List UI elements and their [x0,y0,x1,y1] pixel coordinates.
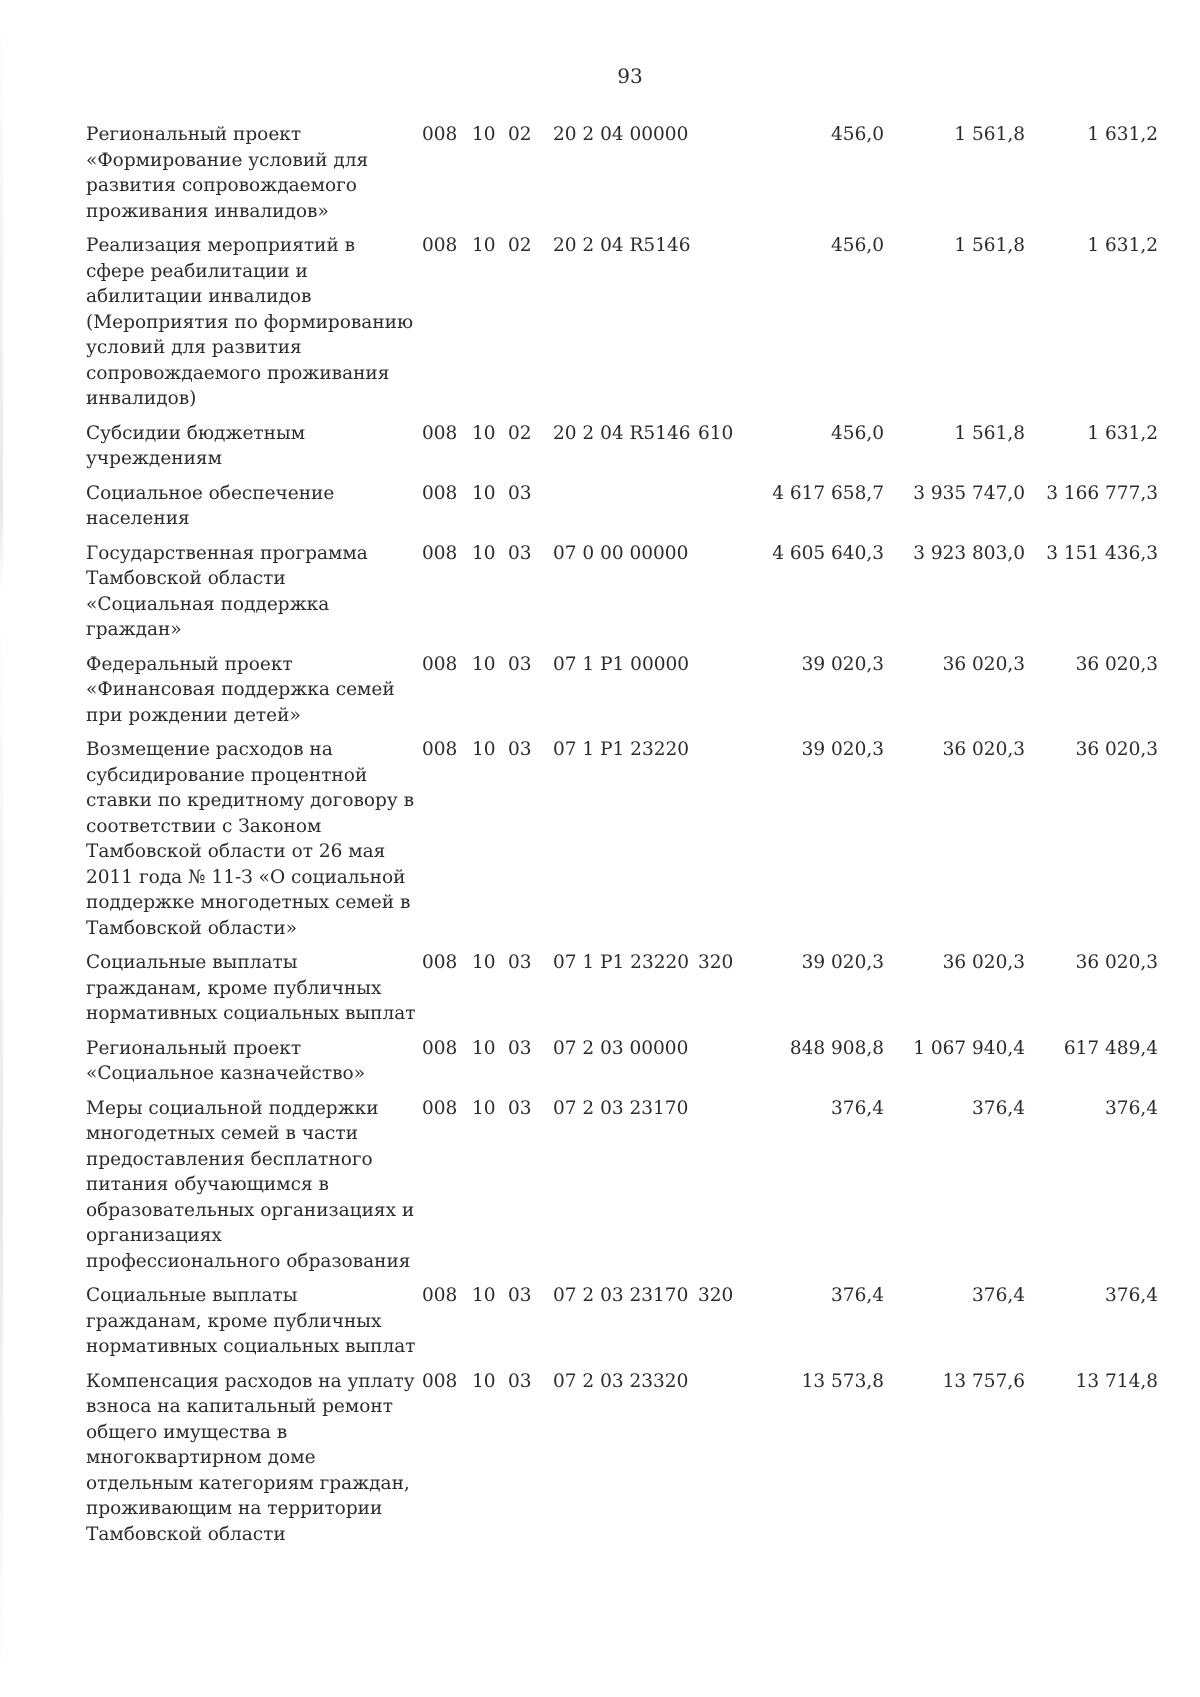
amount-year-3: 36 020,3 [1075,653,1158,675]
amount-year-2: 36 020,3 [942,653,1025,675]
section-code: 10 [472,482,496,504]
expense-type-code [698,541,750,652]
ministry-code: 008 [422,739,458,760]
amount-year-2: 1 067 940,4 [913,1037,1025,1059]
ministry-code: 008 [422,653,458,675]
subsection-code: 03 [508,1370,532,1392]
expense-type-code [698,481,750,541]
amount-year-1: 376,4 [831,1097,884,1119]
subsection-code: 03 [508,1037,532,1059]
amount-year-2: 1 561,8 [954,422,1025,444]
target-article-code: 20 2 04 00000 [553,124,689,145]
page-number: 93 [617,64,643,88]
ministry-code: 008 [422,482,458,504]
amount-year-1: 376,4 [831,1285,884,1306]
amount-year-3: 1 631,2 [1087,422,1158,444]
amount-year-1: 39 020,3 [801,739,884,760]
amount-year-1: 4 617 658,7 [772,482,884,504]
row-name: Государственная программа Тамбовской области «Социальная поддержка граждан» [86,542,368,640]
target-article-code: 20 2 04 R5146 [553,422,691,444]
expense-type-code: 610 [698,422,734,444]
amount-year-1: 39 020,3 [801,952,884,973]
amount-year-1: 39 020,3 [801,653,884,675]
expense-type-code: 320 [698,1285,734,1306]
table-row [86,541,1158,652]
amount-year-1: 456,0 [831,124,884,145]
amount-year-2: 376,4 [972,1285,1025,1306]
section-code: 10 [472,653,496,675]
section-code: 10 [472,235,496,256]
row-name: Региональный проект «Формирование условий для развития сопровождаемого проживания инвалидов» [86,124,369,222]
table-row [86,1036,1158,1096]
table-row [86,1369,1158,1557]
expense-type-code [698,1369,750,1557]
row-name: Региональный проект «Социальное казначейство» [86,1037,366,1084]
row-name: Социальное обеспечение населения [86,482,335,529]
amount-year-3: 376,4 [1105,1097,1158,1119]
amount-year-3: 36 020,3 [1075,739,1158,760]
amount-year-1: 4 605 640,3 [772,542,884,564]
amount-year-2: 36 020,3 [942,952,1025,973]
table-row [86,421,1158,481]
amount-year-3: 1 631,2 [1087,124,1158,145]
ministry-code: 008 [422,422,458,444]
amount-year-2: 376,4 [972,1097,1025,1119]
ministry-code: 008 [422,235,458,256]
table-row [86,950,1158,1036]
amount-year-1: 13 573,8 [801,1370,884,1392]
amount-year-2: 36 020,3 [942,739,1025,760]
expense-type-code [698,1096,750,1284]
row-name: Реализация мероприятий в сфере реабилитации и абилитации инвалидов (Мероприятия по формированию условий для развития сопровождаемого проживания инвалидов) [86,235,414,409]
section-code: 10 [472,1285,496,1306]
ministry-code: 008 [422,1097,458,1119]
row-name: Федеральный проект «Финансовая поддержка семей при рождении детей» [86,653,395,726]
ministry-code: 008 [422,542,458,564]
expense-type-code [698,122,750,233]
section-code: 10 [472,1037,496,1059]
table-row [86,481,1158,541]
section-code: 10 [472,1097,496,1119]
amount-year-1: 848 908,8 [789,1037,884,1059]
amount-year-1: 456,0 [831,422,884,444]
section-code: 10 [472,739,496,760]
expense-type-code [698,737,750,950]
row-name: Меры социальной поддержки многодетных семей в части предоставления бесплатного питания обучающимся в образовательных организациях и организациях профессионального образования [86,1097,415,1272]
subsection-code: 03 [508,482,532,504]
ministry-code: 008 [422,124,458,145]
section-code: 10 [472,952,496,973]
subsection-code: 03 [508,1097,532,1119]
table-row [86,233,1158,421]
amount-year-1: 456,0 [831,235,884,256]
row-name: Субсидии бюджетным учреждениям [86,422,306,469]
scan-edge [0,0,3,1697]
section-code: 10 [472,124,496,145]
table-row [86,652,1158,738]
amount-year-2: 3 923 803,0 [913,542,1025,564]
table-row [86,1283,1158,1369]
table-row [86,1096,1158,1284]
target-article-code: 07 1 P1 00000 [553,653,690,675]
section-code: 10 [472,422,496,444]
subsection-code: 02 [508,422,532,444]
table-body [86,122,1158,1556]
expense-type-code: 320 [698,952,734,973]
expense-type-code [698,652,750,738]
amount-year-3: 3 166 777,3 [1046,482,1158,504]
amount-year-3: 36 020,3 [1075,952,1158,973]
target-article-code: 07 2 03 23320 [553,1370,689,1392]
row-name: Социальные выплаты гражданам, кроме публичных нормативных социальных выплат [86,1285,416,1357]
row-name: Социальные выплаты гражданам, кроме публичных нормативных социальных выплат [86,952,416,1024]
amount-year-2: 1 561,8 [954,235,1025,256]
ministry-code: 008 [422,952,458,973]
ministry-code: 008 [422,1370,458,1392]
target-article-code: 07 1 P1 23220 [553,952,690,973]
amount-year-2: 1 561,8 [954,124,1025,145]
target-article-code: 07 0 00 00000 [553,542,689,564]
expense-type-code [698,233,750,421]
subsection-code: 02 [508,124,532,145]
budget-table [86,122,1158,1556]
target-article-code: 07 1 P1 23220 [553,739,690,760]
ministry-code: 008 [422,1037,458,1059]
subsection-code: 02 [508,235,532,256]
amount-year-3: 1 631,2 [1087,235,1158,256]
target-article-code: 07 2 03 23170 [553,1285,689,1306]
amount-year-2: 13 757,6 [942,1370,1025,1392]
amount-year-3: 376,4 [1105,1285,1158,1306]
target-article-code [553,481,698,541]
table-row [86,122,1158,233]
ministry-code: 008 [422,1285,458,1306]
subsection-code: 03 [508,542,532,564]
subsection-code: 03 [508,653,532,675]
subsection-code: 03 [508,952,532,973]
amount-year-2: 3 935 747,0 [913,482,1025,504]
row-name: Компенсация расходов на уплату взноса на капитальный ремонт общего имущества в многоквартирном доме отдельным категориям граждан, проживающим на территории Тамбовской области [86,1370,415,1545]
section-code: 10 [472,542,496,564]
target-article-code: 07 2 03 23170 [553,1097,689,1119]
amount-year-3: 13 714,8 [1075,1370,1158,1392]
target-article-code: 20 2 04 R5146 [553,235,691,256]
target-article-code: 07 2 03 00000 [553,1037,689,1059]
expense-type-code [698,1036,750,1096]
subsection-code: 03 [508,1285,532,1306]
subsection-code: 03 [508,739,532,760]
amount-year-3: 617 489,4 [1063,1037,1158,1059]
row-name: Возмещение расходов на субсидирование процентной ставки по кредитному договору в соответствии с Законом Тамбовской области от 26 мая 2011 года № 11-З «О социальной поддержке многодетных семей в Тамбовской области» [86,739,415,939]
section-code: 10 [472,1370,496,1392]
table-row [86,737,1158,950]
amount-year-3: 3 151 436,3 [1046,542,1158,564]
